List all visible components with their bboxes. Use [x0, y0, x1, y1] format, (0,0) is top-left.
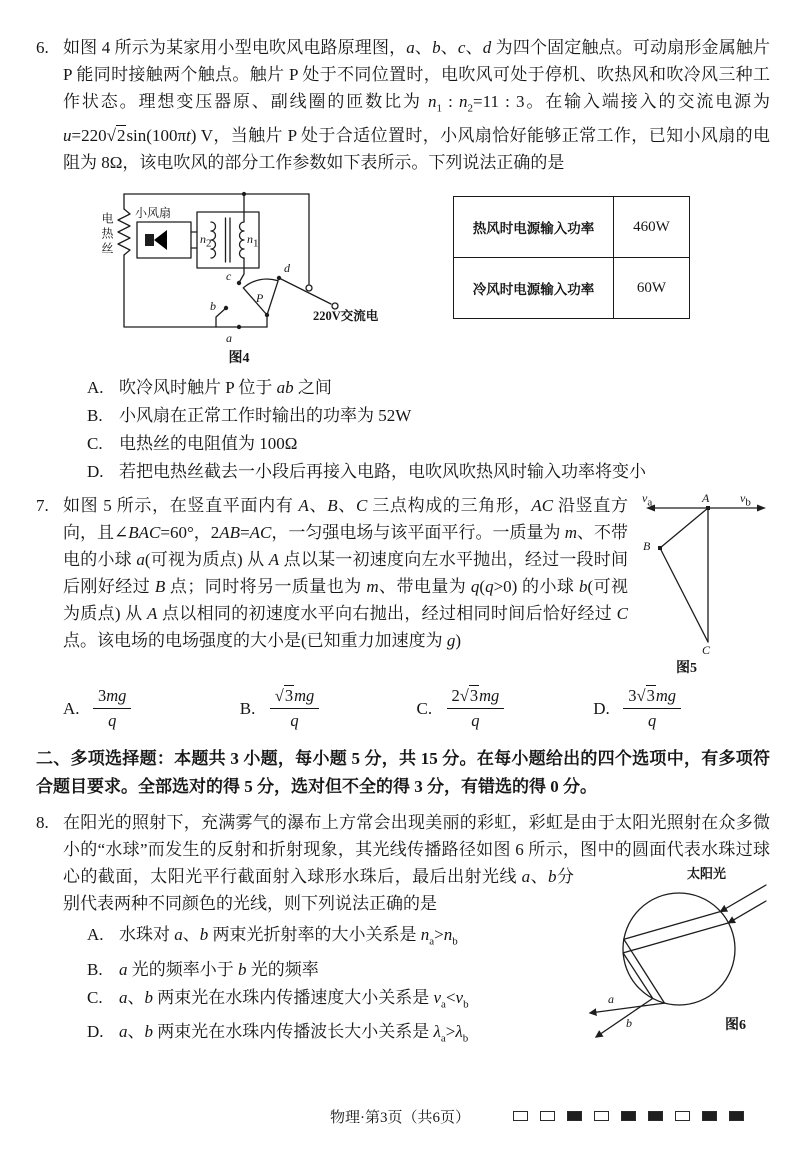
contact-c-label: c	[226, 269, 232, 284]
question-7-text: 如图 5 所示，在竖直平面内有 A、B、C 三点构成的三角形，AC 沿竖直方向，且∠BAC=60°，2AB=AC，一匀强电场与该平面平行。一质量为 m、不带电的小球 a(可视为质点) 从 A 点以某一初速度向左水平抛出，经过一段时间后刚好经过 B 点；同时将另一质量也为 m、带电量为 q(q>0) 的小球 b(可视为质点) 从 A 点以相同的初速度水平向右抛出，经过相同时间后恰好经过 C 点。该电场的电场强度的大小是(已知重力加速度为 g)	[63, 496, 629, 651]
option-6b	[87, 402, 770, 430]
fraction-denominator: q	[471, 711, 480, 731]
question-8	[36, 809, 770, 1054]
velocity-b-label: $v_b$	[740, 491, 751, 509]
option-text: 小风扇在正常工作时输出的功率为 52W	[119, 406, 412, 426]
option-text: a 光的频率小于 b 光的频率	[119, 959, 319, 979]
option-text: a、b 两束光在水珠内传播波长大小关系是 $\lambda_a>\lambda_b$	[119, 1022, 469, 1045]
option-7d	[593, 686, 770, 731]
table-cell-hot-label: 热风时电源输入功率	[454, 197, 614, 258]
power-table	[453, 196, 690, 319]
question-6-number: 6.	[36, 38, 49, 57]
fraction	[93, 686, 131, 731]
option-7c	[417, 686, 594, 731]
fraction-denominator: q	[290, 711, 299, 731]
heater-label: 电热丝	[100, 212, 114, 258]
question-7-body	[63, 492, 770, 737]
question-7	[36, 492, 770, 737]
n2-label: $n_2$	[200, 232, 212, 250]
page-footer	[0, 1106, 800, 1134]
fraction-numerator: √3mg	[270, 686, 319, 709]
figure-4	[99, 184, 411, 368]
fraction-numerator: 2√3mg	[447, 686, 505, 709]
option-text: 若把电热丝截去一小段后再接入电路，电吹风吹热风时输入功率将变小	[119, 462, 646, 482]
point-b-label: B	[643, 539, 651, 554]
question-8-text-part1: 在阳光的照射下，充满雾气的瀑布上方常会出现美丽的彩虹，彩虹是由于太阳光照射在众多微小的“水球”而发生的反射和折射现象，其光线传播路径如图 6 所示，图中的圆面代表水珠过球心的截面，太阳光平行截面射入球形水珠后，最后出射光线 a、b	[63, 813, 770, 887]
contact-a-label: a	[226, 331, 232, 346]
alignment-mark	[729, 1111, 744, 1121]
option-text: 电热丝的电阻值为 100Ω	[119, 434, 298, 454]
option-8d	[87, 1018, 574, 1052]
point-a-label: A	[702, 491, 710, 506]
option-label: C.	[87, 987, 103, 1007]
question-6-body	[63, 34, 770, 488]
option-label: C.	[416, 698, 433, 718]
fan-label: 小风扇	[135, 206, 172, 221]
ray-a-label: a	[608, 992, 614, 1007]
figure-5-triangle-diagram	[640, 492, 768, 648]
alignment-mark	[648, 1111, 663, 1121]
option-label: D.	[87, 1022, 104, 1042]
option-label: B.	[239, 698, 256, 718]
contact-d-label: d	[284, 261, 290, 276]
question-8-text-part2: 分别代表两种不同颜色的光线，则下列说法正确的是	[63, 867, 575, 914]
table-row-cold	[454, 258, 690, 319]
figure-5	[640, 492, 768, 684]
option-label: A.	[63, 698, 80, 718]
option-6d	[87, 458, 770, 486]
question-7-number: 7.	[36, 496, 49, 516]
option-label: A.	[87, 378, 104, 398]
figure-6-caption: 图6	[725, 1018, 746, 1034]
fraction-numerator: 3mg	[93, 686, 131, 709]
fraction	[447, 686, 505, 731]
option-8b	[87, 956, 574, 984]
option-7a	[63, 686, 240, 731]
alignment-mark	[621, 1111, 636, 1121]
option-label: A.	[87, 925, 104, 945]
option-label: D.	[87, 462, 104, 482]
figure-4-caption: 图4	[228, 351, 250, 367]
option-8a	[87, 921, 574, 955]
option-6c	[87, 430, 770, 458]
sunlight-label: 太阳光	[687, 866, 727, 882]
fraction-numerator: 3√3mg	[623, 686, 681, 709]
option-text: a、b 两束光在水珠内传播速度大小关系是 $v_a<v_b$	[119, 987, 469, 1011]
alignment-mark	[702, 1111, 717, 1121]
option-7b	[240, 686, 417, 731]
velocity-a-label: $v_a$	[642, 491, 653, 509]
question-7-options	[63, 686, 770, 731]
question-6-figure-row	[99, 184, 770, 368]
option-label: C.	[87, 434, 103, 454]
table-cell-hot-value: 460W	[614, 197, 690, 258]
question-6-options	[87, 374, 770, 486]
wiper-p-label: P	[256, 291, 264, 306]
question-6-text: 如图 4 所示为某家用小型电吹风电路原理图，a、b、c、d 为四个固定触点。可动扇形金属触片 P 能同时接触两个触点。触片 P 处于不同位置时，电吹风可处于停机、吹热风和吹冷风三种工作状态。理想变压器原、副线圈的匝数比为 $n_1$ : $n_2=11$ : 3。在输入端接入的交流电源为 u=220√2sin(100πt) V，当触片 P 处于合适位置时，小风扇恰好能够正常工作，已知小风扇的电阻为 8Ω，该电吹风的部分工作参数如下表所示。下列说法正确的是	[63, 38, 771, 173]
option-label: B.	[87, 959, 103, 979]
fraction	[623, 686, 681, 731]
n1-label: $n_1$	[247, 232, 259, 250]
fraction-denominator: q	[647, 711, 657, 731]
figure-6	[584, 867, 770, 1043]
table-cell-cold-label: 冷风时电源输入功率	[454, 258, 614, 319]
fraction-denominator: q	[108, 711, 117, 731]
section-2-heading: 二、多项选择题：本题共 3 小题，每小题 5 分，共 15 分。在每小题给出的四个选项中，有多项符合题目要求。全部选对的得 5 分，选对但不全的得 3 分，有错选的得 0 分。	[36, 749, 770, 797]
ac-supply-label: 220V交流电	[313, 309, 379, 324]
alignment-mark	[675, 1111, 690, 1121]
table-cell-cold-value: 60W	[614, 258, 690, 319]
alignment-mark	[567, 1111, 582, 1121]
option-label: B.	[87, 406, 103, 426]
alignment-mark	[513, 1111, 528, 1121]
option-8c	[87, 984, 574, 1018]
alignment-mark	[594, 1111, 609, 1121]
question-8-body	[63, 809, 770, 1054]
figure-6-raindrop-optics-diagram	[584, 867, 770, 1039]
ray-b-label: b	[626, 1016, 632, 1031]
option-6a	[87, 374, 770, 402]
question-6	[36, 34, 770, 488]
figure-5-caption: 图5	[676, 661, 697, 677]
option-text: 吹冷风时触片 P 位于 ab 之间	[119, 378, 332, 398]
option-text: 水珠对 a、b 两束光折射率的大小关系是 $n_a>n_b$	[119, 925, 458, 948]
point-c-label: C	[702, 643, 711, 658]
fraction	[270, 686, 319, 731]
contact-b-label: b	[210, 299, 216, 314]
option-label: D.	[593, 698, 610, 718]
page-footer-text: 物理·第3页（共6页）	[330, 1110, 470, 1126]
alignment-mark	[540, 1111, 555, 1121]
question-8-number: 8.	[36, 813, 49, 833]
alignment-marks	[513, 1111, 744, 1121]
table-row-hot	[454, 197, 690, 258]
